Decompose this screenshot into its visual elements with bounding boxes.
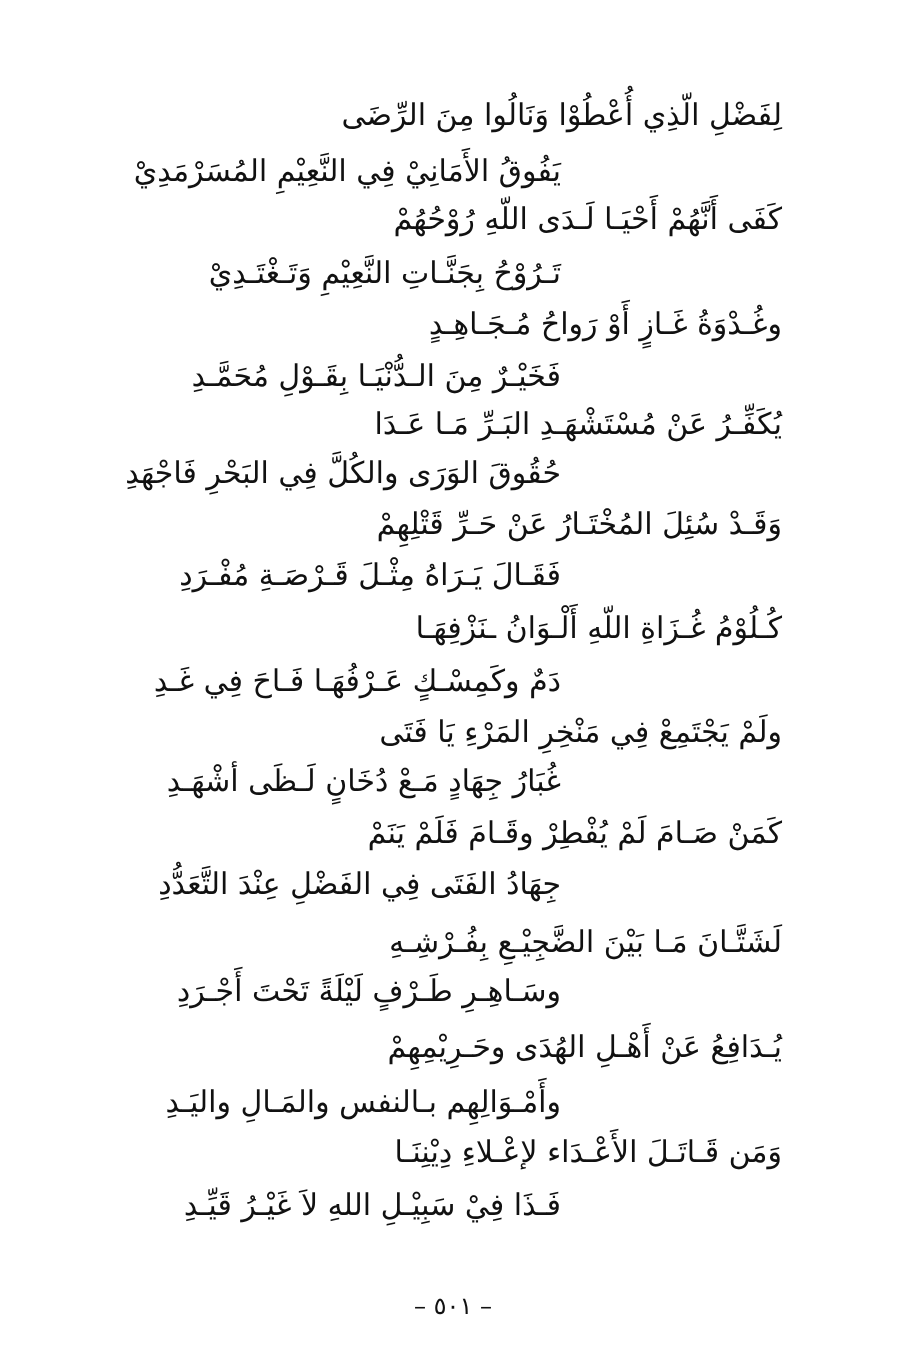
verse-11-first-hemistich: وَمَن قَـاتَـلَ الأَعْـدَاء لإعْـلاءِ دِيْنِنَـا — [394, 1135, 782, 1170]
verse-3-second-hemistich: فَخَيْـرٌ مِنَ الـدُّنْيَـا بِقَـوْلِ مُحَمَّـدِ — [191, 359, 561, 394]
verse-10-first-hemistich: يُـدَافِعُ عَنْ أَهْـلِ الهُدَى وحَـرِيْمِهِمْ — [387, 1030, 782, 1065]
verse-9-second-hemistich: وسَـاهِـرِ طَـرْفٍ لَيْلَةً تَحْتَ أَجْـرَدِ — [176, 974, 561, 1009]
verse-4-first-hemistich: يُكَفِّـرُ عَنْ مُسْتَشْهَـدِ البَـرِّ مَـا عَـدَا — [374, 407, 782, 442]
verse-7-first-hemistich: ولَمْ يَجْتَمِعْ فِي مَنْخِرِ المَرْءِ يَا فَتَى — [379, 715, 782, 750]
verse-4-second-hemistich: حُقُوقَ الوَرَى والكُلَّ فِي البَحْرِ فَاجْهَدِ — [125, 456, 561, 491]
verse-11-second-hemistich: فَـذَا فِيْ سَبِيْـلِ اللهِ لاَ غَيْـرُ قَيِّـدِ — [183, 1188, 561, 1223]
verse-8-first-hemistich: كَمَنْ صَـامَ لَمْ يُفْطِرْ وقَـامَ فَلَمْ يَنَمْ — [367, 816, 782, 851]
verse-1-first-hemistich: لِفَضْلِ الّذِي أُعْطُوْا وَنَالُوا مِنَ الرِّضَى — [341, 98, 782, 133]
verse-5-second-hemistich: فَقَـالَ يَـرَاهُ مِثْـلَ قَـرْصَـةِ مُفْـرَدِ — [179, 558, 561, 593]
verse-7-second-hemistich: غُبَارُ جِهَادٍ مَـعْ دُخَانٍ لَـظَى أشْهَـدِ — [166, 764, 561, 799]
verse-10-second-hemistich: وأَمْـوَالِهِم بـالنفس والمَـالِ واليَـدِ — [165, 1085, 561, 1120]
verse-3-first-hemistich: وغُـدْوَةُ غَـازٍ أَوْ رَواحُ مُـجَـاهِـدٍ — [428, 307, 782, 342]
verse-2-second-hemistich: تَـرُوْحُ بِجَنَّـاتِ النَّعِيْمِ وَتَـغْتَـدِيْ — [208, 256, 561, 291]
verse-2-first-hemistich: كَفَى أَنَّهُمْ أَحْيَـا لَـدَى اللّهِ رُوْحُهُمْ — [393, 202, 782, 237]
page-number: – ٥٠١ – — [414, 1292, 492, 1320]
verse-6-first-hemistich: كُـلُوْمُ غُـزَاةِ اللّهِ أَلْـوَانُ ـنَزْفِهَـا — [415, 611, 782, 646]
verse-1-second-hemistich: يَفُوقُ الأَمَانِيْ فِي النَّعِيْمِ المُسَرْمَدِيْ — [133, 154, 561, 189]
verse-8-second-hemistich: جِهَادُ الفَتَى فِي الفَضْلِ عِنْدَ التَّعَدُّدِ — [158, 867, 561, 902]
verse-5-first-hemistich: وَقَـدْ سُئِلَ المُخْتَـارُ عَنْ حَـرِّ قَتْلِهِمْ — [376, 507, 782, 542]
verse-6-second-hemistich: دَمٌ وكَمِسْـكٍ عَـرْفُهَـا فَـاحَ فِي غَـدِ — [153, 664, 561, 699]
verse-9-first-hemistich: لَشَتَّـانَ مَـا بَيْنَ الضَّجِيْـعِ بِفُـرْشِـهِ — [389, 925, 782, 960]
